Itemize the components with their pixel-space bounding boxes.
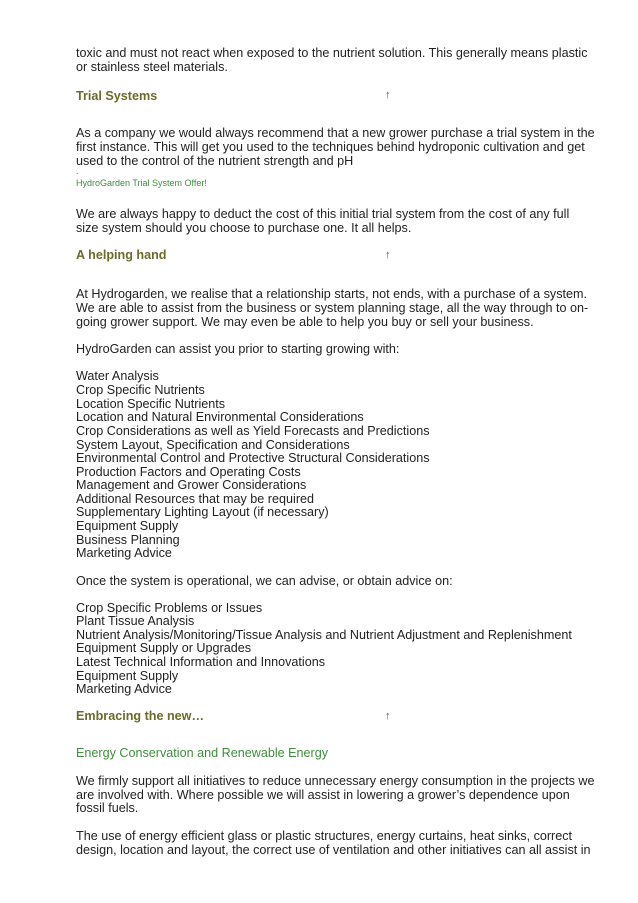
paragraph-line: fossil fuels. (76, 801, 139, 815)
back-to-top-arrow-icon[interactable]: ↑ (385, 710, 391, 722)
paragraph-line: At Hydrogarden, we realise that a relationship starts, not ends, with a purchase of a system. (76, 287, 588, 301)
paragraph-line: Once the system is operational, we can advise, or obtain advice on: (76, 574, 453, 588)
section-heading-helping-hand: A helping hand (76, 248, 167, 262)
list-item: Production Factors and Operating Costs (76, 465, 301, 479)
paragraph-line: used to the control of the nutrient strength and pH (76, 154, 354, 168)
list-item: Equipment Supply or Upgrades (76, 641, 252, 655)
list-item: Location and Natural Environmental Considerations (76, 410, 364, 424)
list-item: Equipment Supply (76, 519, 179, 533)
back-to-top-arrow-icon[interactable]: ↑ (385, 249, 391, 261)
list-item: Supplementary Lighting Layout (if necessary) (76, 505, 329, 519)
paragraph-line: going grower support. We may even be able to help you buy or sell your business. (76, 315, 534, 329)
paragraph-line: We are always happy to deduct the cost of this initial trial system from the cost of any full (76, 207, 570, 221)
list-item: Equipment Supply (76, 669, 179, 683)
subheading-energy-conservation: Energy Conservation and Renewable Energy (76, 746, 329, 760)
paragraph-dot: . (76, 166, 79, 176)
paragraph-line: HydroGarden can assist you prior to starting growing with: (76, 342, 400, 356)
list-item: Water Analysis (76, 369, 159, 383)
list-item: System Layout, Specification and Considerations (76, 438, 350, 452)
list-item: Plant Tissue Analysis (76, 614, 195, 628)
section-heading-embracing-new: Embracing the new… (76, 709, 205, 723)
section-heading-trial-systems: Trial Systems (76, 89, 158, 103)
paragraph-line: first instance. This will get you used to the techniques behind hydroponic cultivation and get (76, 140, 585, 154)
paragraph-line: design, location and layout, the correct use of ventilation and other initiatives can all assist in (76, 843, 591, 857)
back-to-top-arrow-icon[interactable]: ↑ (385, 89, 391, 101)
list-item: Marketing Advice (76, 682, 172, 696)
list-item: Latest Technical Information and Innovations (76, 655, 326, 669)
list-item: Crop Considerations as well as Yield Forecasts and Predictions (76, 424, 430, 438)
trial-system-offer-link[interactable]: HydroGarden Trial System Offer! (76, 178, 207, 188)
paragraph-line: We firmly support all initiatives to reduce unnecessary energy consumption in the projects we (76, 774, 595, 788)
list-item: Location Specific Nutrients (76, 397, 226, 411)
paragraph-line: are involved with. Where possible we will assist in lowering a grower’s dependence upon (76, 788, 570, 802)
list-item: Crop Specific Problems or Issues (76, 601, 263, 615)
list-item: Additional Resources that may be required (76, 492, 315, 506)
paragraph-line: We are able to assist from the business or system planning stage, all the way through to on- (76, 301, 589, 315)
list-item: Marketing Advice (76, 546, 172, 560)
paragraph-line: size system should you choose to purchase one. It all helps. (76, 221, 412, 235)
paragraph-line: As a company we would always recommend that a new grower purchase a trial system in the (76, 126, 595, 140)
list-item: Crop Specific Nutrients (76, 383, 205, 397)
list-item: Business Planning (76, 533, 180, 547)
list-item: Environmental Control and Protective Structural Considerations (76, 451, 430, 465)
list-item: Nutrient Analysis/Monitoring/Tissue Analysis and Nutrient Adjustment and Replenishment (76, 628, 572, 642)
intro-line: toxic and must not react when exposed to the nutrient solution. This generally means plastic (76, 46, 588, 60)
paragraph-line: The use of energy efficient glass or plastic structures, energy curtains, heat sinks, correct (76, 829, 573, 843)
list-item: Management and Grower Considerations (76, 478, 307, 492)
intro-line: or stainless steel materials. (76, 60, 228, 74)
